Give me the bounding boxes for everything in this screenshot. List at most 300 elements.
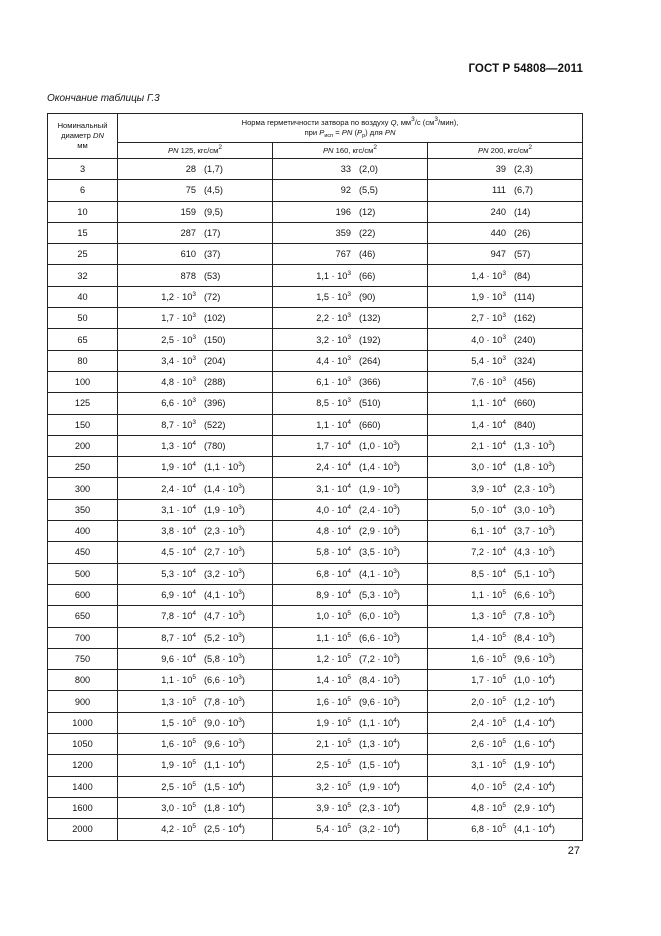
group-header-line-2: при $P_{исп}$ = PN $(P_р)$ для PN	[304, 128, 396, 139]
leak-rate-mm3s: $1,2 \cdot 10^5$	[316, 652, 351, 664]
leak-rate-cell	[273, 563, 428, 584]
dn-cell: 200	[48, 435, 118, 456]
leak-rate-mm3s: $2,6 \cdot 10^5$	[471, 738, 506, 750]
page-number: 27	[567, 845, 580, 857]
table-row	[48, 691, 583, 712]
leak-rate-cell	[428, 265, 583, 286]
leak-rate-cm3min: (660)	[514, 398, 536, 409]
table-row	[48, 201, 583, 222]
leak-rate-mm3s: $5,4 \cdot 10^5$	[316, 823, 351, 835]
table-row	[48, 712, 583, 733]
leak-rate-cm3min: $(1,4 \cdot 10^3)$	[204, 482, 245, 494]
table-row	[48, 542, 583, 563]
leak-rate-cell	[118, 308, 273, 329]
leak-rate-mm3s: $2,5 \cdot 10^5$	[161, 780, 196, 792]
leak-rate-mm3s: $1,4 \cdot 10^5$	[471, 631, 506, 643]
leak-rate-mm3s: $1,4 \cdot 10^4$	[471, 418, 506, 430]
leak-rate-cm3min: $(4,7 \cdot 10^3)$	[204, 610, 245, 622]
table-row	[48, 819, 583, 840]
leak-rate-mm3s: 240	[490, 206, 506, 217]
leak-rate-cm3min: (84)	[514, 270, 531, 281]
table-row	[48, 329, 583, 350]
leak-rate-cell	[118, 755, 273, 776]
table-row	[48, 286, 583, 307]
leak-rate-cm3min: $(2,4 \cdot 10^4)$	[514, 780, 555, 792]
leak-rate-cell	[428, 542, 583, 563]
dn-cell: 50	[48, 308, 118, 329]
leak-rate-cm3min: $(1,5 \cdot 10^4)$	[204, 780, 245, 792]
table-row	[48, 478, 583, 499]
leak-rate-cm3min: (240)	[514, 334, 536, 345]
leak-rate-cell	[273, 712, 428, 733]
leak-rate-cell	[273, 819, 428, 840]
dn-cell: 650	[48, 606, 118, 627]
leak-rate-mm3s: $6,6 \cdot 10^3$	[161, 397, 196, 409]
leak-rate-mm3s: $1,7 \cdot 10^5$	[471, 674, 506, 686]
leak-rate-cm3min: (17)	[204, 228, 221, 239]
leak-rate-mm3s: $1,7 \cdot 10^3$	[161, 312, 196, 324]
leak-rate-cell	[428, 712, 583, 733]
leak-rate-cm3min: $(5,3 \cdot 10^3)$	[359, 589, 400, 601]
leak-rate-mm3s: $4,0 \cdot 10^5$	[471, 780, 506, 792]
leak-rate-cm3min: $(1,4 \cdot 10^4)$	[514, 716, 555, 728]
leak-rate-cell	[273, 265, 428, 286]
dn-cell: 10	[48, 201, 118, 222]
leak-rate-mm3s: 75	[185, 185, 196, 196]
leak-rate-cell	[118, 819, 273, 840]
table-row	[48, 797, 583, 818]
leak-rate-cm3min: $(1,0 \cdot 10^4)$	[514, 674, 555, 686]
leak-rate-cell	[428, 734, 583, 755]
leak-rate-mm3s: 287	[180, 228, 196, 239]
leak-rate-cm3min: (4,5)	[204, 185, 223, 196]
leak-rate-cell	[428, 584, 583, 605]
leak-rate-cm3min: $(9,6 \cdot 10^3)$	[359, 695, 400, 707]
leak-rate-cm3min: $(3,7 \cdot 10^3)$	[514, 525, 555, 537]
leak-rate-cm3min: $(6,0 \cdot 10^3)$	[359, 610, 400, 622]
table-caption: Окончание таблицы Г.3	[47, 93, 160, 104]
leak-rate-cell	[273, 371, 428, 392]
leak-rate-cm3min: $(2,7 \cdot 10^3)$	[204, 546, 245, 558]
leak-rate-mm3s: $6,1 \cdot 10^3$	[316, 376, 351, 388]
leak-rate-cm3min: (192)	[359, 334, 381, 345]
leak-rate-cell	[428, 606, 583, 627]
table-row	[48, 350, 583, 371]
leak-rate-mm3s: $5,4 \cdot 10^3$	[471, 354, 506, 366]
leak-rate-cm3min: $(1,4 \cdot 10^3)$	[359, 461, 400, 473]
leak-rate-cell	[118, 542, 273, 563]
leak-rate-cell	[273, 776, 428, 797]
leak-rate-mm3s: $7,2 \cdot 10^4$	[471, 546, 506, 558]
leak-rate-mm3s: $3,2 \cdot 10^5$	[316, 780, 351, 792]
leak-rate-cell	[273, 308, 428, 329]
leak-rate-cm3min: (288)	[204, 377, 226, 388]
leak-rate-mm3s: $3,1 \cdot 10^4$	[161, 503, 196, 515]
leak-rate-mm3s: $1,5 \cdot 10^5$	[161, 716, 196, 728]
leak-rate-cm3min: $(1,5 \cdot 10^4)$	[359, 759, 400, 771]
leak-rate-mm3s: $2,4 \cdot 10^5$	[471, 716, 506, 728]
leak-rate-cell	[428, 286, 583, 307]
leak-rate-cm3min: $(1,1 \cdot 10^3)$	[204, 461, 245, 473]
leak-rate-cell	[273, 606, 428, 627]
leak-rate-cell	[118, 584, 273, 605]
leak-rate-cell	[428, 521, 583, 542]
leak-rate-mm3s: $1,6 \cdot 10^5$	[316, 695, 351, 707]
leak-rate-cm3min: (396)	[204, 398, 226, 409]
leak-rate-cm3min: $(2,5 \cdot 10^4)$	[204, 823, 245, 835]
leak-rate-mm3s: $5,0 \cdot 10^4$	[471, 503, 506, 515]
leak-rate-mm3s: $1,1 \cdot 10^3$	[316, 269, 351, 281]
leak-rate-mm3s: 947	[490, 249, 506, 260]
leak-rate-cell	[118, 265, 273, 286]
leak-rate-cell	[273, 584, 428, 605]
leak-rate-mm3s: $5,8 \cdot 10^4$	[316, 546, 351, 558]
leak-rate-mm3s: $2,7 \cdot 10^3$	[471, 312, 506, 324]
leak-rate-cell	[273, 670, 428, 691]
leak-rate-mm3s: $2,4 \cdot 10^4$	[316, 461, 351, 473]
table-row	[48, 648, 583, 669]
leak-rate-mm3s: $6,8 \cdot 10^4$	[316, 567, 351, 579]
leak-rate-cell	[428, 670, 583, 691]
dn-cell: 2000	[48, 819, 118, 840]
leak-rate-mm3s: $5,3 \cdot 10^4$	[161, 567, 196, 579]
leak-rate-cell	[428, 244, 583, 265]
leak-rate-cell	[273, 393, 428, 414]
leak-rate-mm3s: $6,9 \cdot 10^4$	[161, 589, 196, 601]
leak-rate-mm3s: $1,0 \cdot 10^5$	[316, 610, 351, 622]
leak-rate-mm3s: $1,5 \cdot 10^3$	[316, 290, 351, 302]
leak-rate-mm3s: 440	[490, 228, 506, 239]
leak-rate-cell	[118, 797, 273, 818]
leak-rate-cm3min: $(4,1 \cdot 10^3)$	[204, 589, 245, 601]
leak-rate-cell	[273, 435, 428, 456]
dn-cell: 700	[48, 627, 118, 648]
leak-rate-cm3min: $(7,8 \cdot 10^3)$	[514, 610, 555, 622]
leak-rate-mm3s: $1,6 \cdot 10^5$	[471, 652, 506, 664]
leak-rate-mm3s: $6,8 \cdot 10^5$	[471, 823, 506, 835]
leak-rate-cm3min: $(3,0 \cdot 10^3)$	[514, 503, 555, 515]
leak-rate-mm3s: $4,8 \cdot 10^4$	[316, 525, 351, 537]
dn-cell: 450	[48, 542, 118, 563]
leak-rate-cell	[118, 180, 273, 201]
leak-rate-mm3s: $1,7 \cdot 10^4$	[316, 440, 351, 451]
dn-cell: 80	[48, 350, 118, 371]
leak-rate-cell	[428, 499, 583, 520]
leak-rate-cm3min: (150)	[204, 334, 226, 345]
leak-rate-cell	[428, 755, 583, 776]
leak-rate-mm3s: $3,0 \cdot 10^5$	[161, 802, 196, 814]
dn-cell: 150	[48, 414, 118, 435]
dn-cell: 125	[48, 393, 118, 414]
table-row	[48, 755, 583, 776]
leak-rate-mm3s: $1,9 \cdot 10^5$	[316, 716, 351, 728]
leak-rate-cm3min: $(4,3 \cdot 10^3)$	[514, 546, 555, 558]
dn-header-line-3: мм	[77, 141, 88, 150]
leak-rate-cm3min: $(3,5 \cdot 10^3)$	[359, 546, 400, 558]
leak-rate-cell	[428, 691, 583, 712]
leak-rate-cm3min: $(7,2 \cdot 10^3)$	[359, 652, 400, 664]
table-row	[48, 499, 583, 520]
leak-rate-cell	[118, 371, 273, 392]
leak-rate-cell	[118, 329, 273, 350]
leak-rate-cm3min: (57)	[514, 249, 531, 260]
leak-rate-cm3min: (840)	[514, 419, 536, 430]
leak-rate-cm3min: (204)	[204, 355, 226, 366]
leak-rate-cm3min: $(1,8 \cdot 10^4)$	[204, 802, 245, 814]
table-row	[48, 584, 583, 605]
leak-rate-cell	[428, 308, 583, 329]
leak-rate-mm3s: $1,3 \cdot 10^4$	[161, 440, 196, 451]
leak-rate-cell	[273, 350, 428, 371]
leak-rate-cm3min: $(6,6 \cdot 10^3)$	[204, 674, 245, 686]
leak-rate-mm3s: $1,3 \cdot 10^5$	[471, 610, 506, 622]
leak-rate-mm3s: 878	[180, 270, 196, 281]
leak-rate-cell	[273, 542, 428, 563]
table-row	[48, 222, 583, 243]
leak-rate-cm3min: (660)	[359, 419, 381, 430]
leak-rate-mm3s: $8,9 \cdot 10^4$	[316, 589, 351, 601]
leak-rate-mm3s: $1,1 \cdot 10^5$	[316, 631, 351, 643]
leak-rate-mm3s: 767	[335, 249, 351, 260]
table-row	[48, 371, 583, 392]
leak-rate-mm3s: $3,2 \cdot 10^3$	[316, 333, 351, 345]
leak-rate-cm3min: $(9,6 \cdot 10^3)$	[514, 652, 555, 664]
leak-rate-cm3min: $(8,4 \cdot 10^3)$	[359, 674, 400, 686]
dn-cell: 3	[48, 159, 118, 180]
table-row	[48, 670, 583, 691]
dn-cell: 750	[48, 648, 118, 669]
dn-cell: 250	[48, 457, 118, 478]
leak-rate-mm3s: $3,1 \cdot 10^4$	[316, 482, 351, 494]
leak-rate-mm3s: $6,1 \cdot 10^4$	[471, 525, 506, 537]
leak-rate-mm3s: $1,1 \cdot 10^4$	[316, 418, 351, 430]
leak-rate-cell	[428, 371, 583, 392]
table-row	[48, 393, 583, 414]
leak-rate-cm3min: (9,5)	[204, 206, 223, 217]
leak-rate-cm3min: (522)	[204, 419, 226, 430]
dn-header-line-1: Номинальный	[57, 121, 108, 130]
leak-rate-cell	[428, 414, 583, 435]
dn-header-line-2: диаметр DN	[61, 131, 104, 140]
leak-rate-cell	[118, 435, 273, 456]
leak-rate-cell	[428, 563, 583, 584]
leak-rate-cell	[273, 797, 428, 818]
leak-rate-cell	[118, 286, 273, 307]
leak-rate-mm3s: $3,0 \cdot 10^4$	[471, 461, 506, 473]
leak-rate-mm3s: $8,7 \cdot 10^4$	[161, 631, 196, 643]
leak-rate-cm3min: $(4,1 \cdot 10^3)$	[359, 567, 400, 579]
leak-rate-mm3s: $2,1 \cdot 10^4$	[471, 440, 506, 451]
leak-rate-mm3s: $3,9 \cdot 10^5$	[316, 802, 351, 814]
leak-rate-mm3s: $4,8 \cdot 10^3$	[161, 376, 196, 388]
leak-rate-cell	[118, 457, 273, 478]
leak-rate-cell	[273, 201, 428, 222]
table-row	[48, 180, 583, 201]
leak-rate-cm3min: $(1,3 \cdot 10^3)$	[514, 440, 555, 451]
leak-rate-cell	[273, 648, 428, 669]
leak-rate-mm3s: $1,2 \cdot 10^3$	[161, 290, 196, 302]
table-row	[48, 606, 583, 627]
leak-rate-cm3min: (22)	[359, 228, 376, 239]
leak-rate-mm3s: $3,1 \cdot 10^5$	[471, 759, 506, 771]
leak-rate-cm3min: (6,7)	[514, 185, 533, 196]
leak-rate-cell	[273, 329, 428, 350]
dn-cell: 1400	[48, 776, 118, 797]
dn-cell: 500	[48, 563, 118, 584]
leak-rate-mm3s: $9,6 \cdot 10^4$	[161, 652, 196, 664]
leak-rate-cell	[273, 159, 428, 180]
leak-rate-cell	[118, 222, 273, 243]
leak-rate-cm3min: $(5,8 \cdot 10^3)$	[204, 652, 245, 664]
column-header-pn200: PN 200, кгс/$см^2$	[428, 143, 583, 159]
leak-rate-cell	[428, 350, 583, 371]
column-header-pn160: PN 160, кгс/$см^2$	[273, 143, 428, 159]
table-row	[48, 457, 583, 478]
leak-rate-mm3s: 33	[340, 164, 351, 175]
leak-rate-cell	[273, 244, 428, 265]
leak-rate-cell	[118, 776, 273, 797]
table-row	[48, 776, 583, 797]
leak-rate-cm3min: (14)	[514, 206, 531, 217]
leak-rate-mm3s: $1,1 \cdot 10^4$	[471, 397, 506, 409]
dn-cell: 1600	[48, 797, 118, 818]
leak-rate-cm3min: (324)	[514, 355, 536, 366]
leak-rate-cm3min: (66)	[359, 270, 376, 281]
leak-rate-cm3min: $(5,2 \cdot 10^3)$	[204, 631, 245, 643]
leak-rate-cell	[428, 201, 583, 222]
leak-rate-cm3min: $(3,2 \cdot 10^3)$	[204, 567, 245, 579]
leak-rate-cell	[428, 393, 583, 414]
leak-rate-mm3s: 39	[495, 164, 506, 175]
leak-rate-mm3s: $2,4 \cdot 10^4$	[161, 482, 196, 494]
leak-rate-cell	[428, 478, 583, 499]
dn-cell: 32	[48, 265, 118, 286]
leak-rate-cm3min: $(3,2 \cdot 10^4)$	[359, 823, 400, 835]
leak-rate-cm3min: (162)	[514, 313, 536, 324]
leak-rate-cm3min: (132)	[359, 313, 381, 324]
table-row	[48, 563, 583, 584]
leak-rate-cell	[428, 159, 583, 180]
leak-rate-mm3s: $3,4 \cdot 10^3$	[161, 354, 196, 366]
leak-rate-mm3s: 359	[335, 228, 351, 239]
leak-rate-cell	[273, 286, 428, 307]
table-row	[48, 435, 583, 456]
leak-rate-mm3s: $2,1 \cdot 10^5$	[316, 738, 351, 750]
leak-rate-cm3min: (46)	[359, 249, 376, 260]
leak-rate-mm3s: 610	[180, 249, 196, 260]
dn-cell: 400	[48, 521, 118, 542]
table-row	[48, 414, 583, 435]
leak-rate-cell	[428, 776, 583, 797]
dn-cell: 800	[48, 670, 118, 691]
leak-rate-cell	[273, 180, 428, 201]
leak-rate-cm3min: (264)	[359, 355, 381, 366]
leak-rate-cell	[273, 457, 428, 478]
leak-rate-mm3s: $8,7 \cdot 10^3$	[161, 418, 196, 430]
leak-rate-cell	[428, 457, 583, 478]
leak-rate-mm3s: $3,9 \cdot 10^4$	[471, 482, 506, 494]
leak-rate-cm3min: (366)	[359, 377, 381, 388]
leak-rate-cm3min: $(2,9 \cdot 10^4)$	[514, 802, 555, 814]
leak-rate-cell	[273, 691, 428, 712]
table-row	[48, 521, 583, 542]
leak-rate-mm3s: $4,5 \cdot 10^4$	[161, 546, 196, 558]
leak-rate-cm3min: $(2,4 \cdot 10^3)$	[359, 503, 400, 515]
leak-rate-mm3s: 196	[335, 206, 351, 217]
dn-cell: 1200	[48, 755, 118, 776]
leak-rate-cm3min: $(7,8 \cdot 10^3)$	[204, 695, 245, 707]
leak-rate-cell	[118, 627, 273, 648]
leak-rate-cm3min: (37)	[204, 249, 221, 260]
leak-rate-cell	[118, 350, 273, 371]
leak-rate-cm3min: $(2,3 \cdot 10^3)$	[514, 482, 555, 494]
leak-rate-cm3min: (2,0)	[359, 164, 378, 175]
leak-rate-mm3s: 111	[492, 185, 506, 196]
dn-cell: 600	[48, 584, 118, 605]
leak-rate-mm3s: $1,4 \cdot 10^3$	[471, 269, 506, 281]
leak-rate-mm3s: $1,9 \cdot 10^5$	[161, 759, 196, 771]
leak-rate-cm3min: $(6,6 \cdot 10^3)$	[359, 631, 400, 643]
leak-rate-cell	[428, 648, 583, 669]
leak-rate-cell	[118, 499, 273, 520]
dn-cell: 300	[48, 478, 118, 499]
leak-rate-cm3min: (5,5)	[359, 185, 378, 196]
leak-rate-cm3min: $(2,3 \cdot 10^3)$	[204, 525, 245, 537]
leak-rate-table	[47, 113, 583, 841]
leak-rate-cm3min: (72)	[204, 291, 221, 302]
leak-rate-mm3s: $2,2 \cdot 10^3$	[316, 312, 351, 324]
leak-rate-cell	[273, 627, 428, 648]
leak-rate-cell	[118, 244, 273, 265]
dn-cell: 1000	[48, 712, 118, 733]
leak-rate-cell	[428, 797, 583, 818]
table-row	[48, 244, 583, 265]
leak-rate-mm3s: $3,8 \cdot 10^4$	[161, 525, 196, 537]
leak-rate-cell	[118, 712, 273, 733]
dn-cell: 15	[48, 222, 118, 243]
leak-rate-cell	[118, 478, 273, 499]
leak-rate-cm3min: $(1,3 \cdot 10^4)$	[359, 738, 400, 750]
standard-number: ГОСТ Р 54808—2011	[468, 63, 583, 75]
leak-rate-cm3min: $(9,6 \cdot 10^3)$	[204, 738, 245, 750]
leak-rate-cell	[118, 201, 273, 222]
leak-rate-cell	[118, 563, 273, 584]
leak-rate-cm3min: $(1,1 \cdot 10^4)$	[204, 759, 245, 771]
leak-rate-cell	[273, 734, 428, 755]
leak-rate-cm3min: $(1,1 \cdot 10^4)$	[359, 716, 400, 728]
leak-rate-mm3s: $8,5 \cdot 10^3$	[316, 397, 351, 409]
leak-rate-cell	[118, 734, 273, 755]
leak-rate-mm3s: $1,1 \cdot 10^5$	[471, 589, 506, 601]
dn-column-header	[48, 114, 118, 159]
dn-cell: 25	[48, 244, 118, 265]
dn-cell: 900	[48, 691, 118, 712]
leak-rate-cm3min: $(8,4 \cdot 10^3)$	[514, 631, 555, 643]
leak-rate-cm3min: (90)	[359, 291, 376, 302]
leak-rate-cell	[273, 414, 428, 435]
leak-rate-cell	[428, 435, 583, 456]
leak-rate-cm3min: $(1,9 \cdot 10^4)$	[514, 759, 555, 771]
leak-rate-cm3min: (780)	[204, 441, 226, 451]
leak-rate-cm3min: (53)	[204, 270, 221, 281]
leak-rate-cm3min: (2,3)	[514, 164, 533, 175]
table-row	[48, 627, 583, 648]
leak-rate-mm3s: $2,0 \cdot 10^5$	[471, 695, 506, 707]
leak-rate-cm3min: (102)	[204, 313, 226, 324]
leak-rate-cm3min: $(1,2 \cdot 10^4)$	[514, 695, 555, 707]
leak-rate-cell	[118, 414, 273, 435]
leak-rate-cm3min: (1,7)	[204, 164, 223, 175]
